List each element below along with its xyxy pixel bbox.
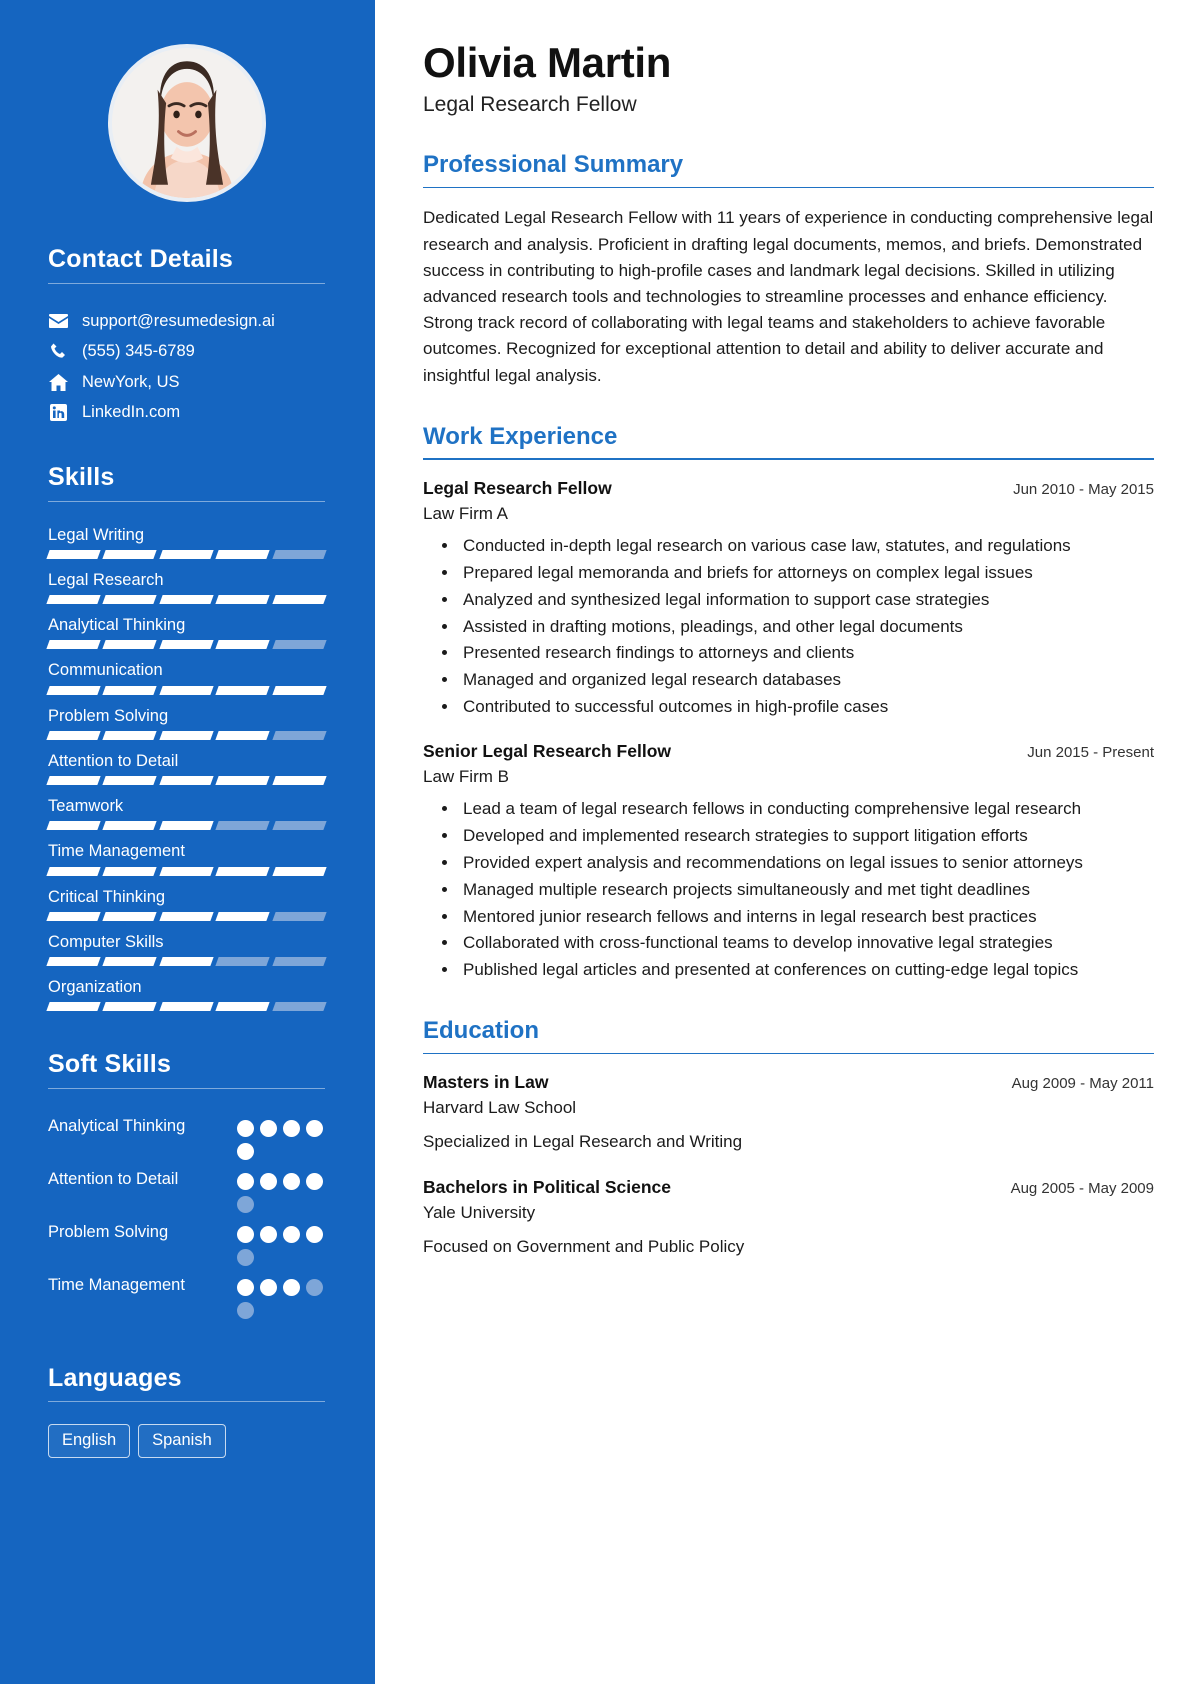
- experience-bullet: • Mentored junior research fellows and interns in legal research best practices: [459, 904, 1154, 930]
- education-entry: [423, 1071, 1154, 1154]
- summary-section: [423, 151, 1154, 388]
- education-note: Specialized in Legal Research and Writing: [423, 1131, 743, 1151]
- avatar-container: [48, 44, 325, 202]
- rating-dot: [260, 1279, 277, 1296]
- soft-skills-list: [48, 1111, 325, 1323]
- education-heading: Education: [423, 1017, 540, 1045]
- skill-segment: [272, 867, 327, 876]
- skill-level-bar: [48, 640, 325, 649]
- job-title: Legal Research Fellow: [423, 93, 637, 117]
- skill-level-bar: [48, 821, 325, 830]
- home-icon: [48, 374, 68, 391]
- skill-segment: [46, 912, 101, 921]
- experience-divider: [423, 458, 1154, 460]
- skill-item: [48, 976, 325, 1011]
- education-date-range: Aug 2009 - May 2011: [1011, 1075, 1154, 1093]
- skills-divider: [48, 501, 325, 502]
- skill-segment: [46, 595, 101, 604]
- skill-segment: [103, 821, 158, 830]
- soft-skill-item: [48, 1111, 325, 1164]
- skill-segment: [272, 731, 327, 740]
- experience-bullet: • Assisted in drafting motions, pleadings, and other legal documents: [459, 614, 1154, 640]
- experience-bullet: • Prepared legal memoranda and briefs for attorneys on complex legal issues: [459, 560, 1154, 586]
- experience-bullet: • Analyzed and synthesized legal information to support case strategies: [459, 587, 1154, 613]
- experience-date-range: Jun 2010 - May 2015: [1013, 480, 1154, 498]
- skills-list: [48, 524, 325, 1012]
- soft-skill-label: Problem Solving: [48, 1222, 169, 1241]
- skill-segment: [46, 957, 101, 966]
- phone-icon: [48, 343, 68, 360]
- skill-label: Organization: [48, 978, 142, 997]
- education-degree: Bachelors in Political Science: [423, 1177, 672, 1198]
- skill-segment: [216, 595, 271, 604]
- skill-item: [48, 705, 325, 740]
- summary-heading: Professional Summary: [423, 151, 684, 179]
- experience-company: Law Firm A: [423, 503, 509, 523]
- experience-bullet: • Presented research findings to attorneys and clients: [459, 640, 1154, 666]
- linkedin-icon: [48, 404, 68, 421]
- rating-dot: [237, 1226, 254, 1243]
- skill-segment: [103, 1002, 158, 1011]
- soft-skill-item: [48, 1270, 325, 1323]
- skill-label: Legal Research: [48, 570, 164, 589]
- soft-skill-rating: [237, 1168, 325, 1213]
- rating-dot: [260, 1173, 277, 1190]
- education-degree: Masters in Law: [423, 1072, 549, 1093]
- experience-bullet: • Provided expert analysis and recommendations on legal issues to senior attorneys: [459, 850, 1154, 876]
- sidebar: [0, 0, 373, 1684]
- experience-bullet: • Contributed to successful outcomes in high-profile cases: [459, 694, 1154, 720]
- education-divider: [423, 1053, 1154, 1055]
- experience-job-title: Senior Legal Research Fellow: [423, 740, 671, 761]
- education-entry-header: [423, 1176, 1154, 1199]
- skill-level-bar: [48, 1002, 325, 1011]
- skill-segment: [216, 912, 271, 921]
- skill-item: [48, 524, 325, 559]
- skill-segment: [272, 912, 327, 921]
- rating-dot: [306, 1173, 323, 1190]
- skill-level-bar: [48, 957, 325, 966]
- avatar: [108, 44, 266, 202]
- skill-segment: [159, 731, 214, 740]
- experience-bullet: • Collaborated with cross-functional teams to develop innovative legal strategies: [459, 930, 1154, 956]
- skill-segment: [159, 595, 214, 604]
- skill-item: [48, 659, 325, 694]
- skill-segment: [103, 867, 158, 876]
- skill-segment: [159, 957, 214, 966]
- contact-heading: Contact Details: [48, 245, 233, 273]
- skill-segment: [159, 912, 214, 921]
- languages-tag-list: [48, 1424, 325, 1458]
- contact-list: [48, 306, 325, 429]
- skill-segment: [159, 550, 214, 559]
- languages-divider: [48, 1401, 325, 1402]
- envelope-icon: [48, 314, 68, 328]
- skill-segment: [46, 731, 101, 740]
- skill-segment: [272, 550, 327, 559]
- contact-location-text: NewYork, US: [82, 372, 180, 391]
- skill-level-bar: [48, 867, 325, 876]
- education-section: [423, 1017, 1154, 1259]
- skill-segment: [103, 912, 158, 921]
- skill-segment: [272, 957, 327, 966]
- contact-linkedin-text: LinkedIn.com: [82, 403, 181, 422]
- rating-dot: [260, 1120, 277, 1137]
- education-entry-header: [423, 1071, 1154, 1094]
- skill-item: [48, 795, 325, 830]
- skill-segment: [103, 640, 158, 649]
- experience-bullet: • Managed and organized legal research databases: [459, 667, 1154, 693]
- soft-skills-section: [48, 1051, 325, 1323]
- skill-segment: [216, 731, 271, 740]
- contact-item-email[interactable]: [48, 306, 325, 337]
- skill-label: Teamwork: [48, 797, 124, 816]
- soft-skill-rating: [237, 1115, 325, 1160]
- skill-level-bar: [48, 595, 325, 604]
- education-note: Focused on Government and Public Policy: [423, 1236, 745, 1256]
- education-list: [423, 1071, 1154, 1259]
- skill-segment: [216, 640, 271, 649]
- page-title: Olivia Martin: [423, 39, 672, 86]
- skill-segment: [46, 821, 101, 830]
- contact-section: [48, 246, 325, 428]
- rating-dot: [283, 1173, 300, 1190]
- languages-section: [48, 1365, 325, 1458]
- skill-segment: [216, 867, 271, 876]
- rating-dot: [306, 1279, 323, 1296]
- skill-level-bar: [48, 550, 325, 559]
- skill-item: [48, 614, 325, 649]
- rating-dot: [237, 1302, 254, 1319]
- experience-bullet: • Conducted in-depth legal research on various case law, statutes, and regulations: [459, 533, 1154, 559]
- rating-dot: [306, 1226, 323, 1243]
- rating-dot: [237, 1173, 254, 1190]
- education-date-range: Aug 2005 - May 2009: [1010, 1180, 1154, 1198]
- summary-text: Dedicated Legal Research Fellow with 11 years of experience in conducting comprehensive legal research and analysis. Proficient in drafting legal documents, memos, and briefs. Demonstrated success in contributing to high-profile cases and landmark legal decisions. Skilled in utilizing advanced research tools and technologies to streamline processes and enhance efficiency. Strong track record of collaborating with legal teams and stakeholders to achieve favorable outcomes. Recognized for exceptional attention to detail and ability to deliver accurate and insightful legal analysis.: [423, 208, 1154, 385]
- skill-segment: [272, 686, 327, 695]
- experience-bullet-list: [423, 796, 1154, 983]
- experience-bullet-list: [423, 533, 1154, 720]
- skill-label: Time Management: [48, 842, 185, 861]
- education-entry: [423, 1176, 1154, 1259]
- experience-date-range: Jun 2015 - Present: [1027, 743, 1154, 761]
- rating-dot: [283, 1226, 300, 1243]
- skill-segment: [103, 957, 158, 966]
- experience-heading: Work Experience: [423, 422, 618, 450]
- skill-segment: [159, 821, 214, 830]
- skill-level-bar: [48, 912, 325, 921]
- skill-segment: [46, 776, 101, 785]
- skill-segment: [159, 867, 214, 876]
- soft-skill-item: [48, 1164, 325, 1217]
- skill-label: Critical Thinking: [48, 887, 166, 906]
- skill-segment: [46, 686, 101, 695]
- experience-job-title: Legal Research Fellow: [423, 477, 612, 498]
- skill-item: [48, 886, 325, 921]
- experience-entry: [423, 477, 1154, 720]
- skills-section: [48, 464, 325, 1011]
- skill-segment: [159, 1002, 214, 1011]
- languages-heading: Languages: [48, 1363, 182, 1392]
- skill-label: Communication: [48, 661, 163, 680]
- skill-item: [48, 931, 325, 966]
- soft-skill-label: Time Management: [48, 1275, 185, 1294]
- skill-segment: [216, 957, 271, 966]
- language-tag[interactable]: Spanish: [138, 1424, 226, 1458]
- soft-skill-label: Analytical Thinking: [48, 1116, 186, 1135]
- skill-segment: [159, 776, 214, 785]
- experience-company: Law Firm B: [423, 766, 509, 786]
- skill-label: Computer Skills: [48, 932, 164, 951]
- skill-item: [48, 840, 325, 875]
- experience-list: [423, 477, 1154, 983]
- skill-segment: [216, 550, 271, 559]
- rating-dot: [237, 1143, 254, 1160]
- skill-segment: [103, 686, 158, 695]
- skill-segment: [159, 686, 214, 695]
- summary-divider: [423, 187, 1154, 189]
- soft-skill-rating: [237, 1274, 325, 1319]
- experience-bullet: • Managed multiple research projects simultaneously and met tight deadlines: [459, 877, 1154, 903]
- soft-skills-heading: Soft Skills: [48, 1050, 172, 1079]
- contact-divider: [48, 283, 325, 284]
- experience-entry-header: [423, 477, 1154, 500]
- skill-level-bar: [48, 731, 325, 740]
- rating-dot: [237, 1196, 254, 1213]
- rating-dot: [237, 1120, 254, 1137]
- skill-segment: [272, 776, 327, 785]
- education-school: Harvard Law School: [423, 1097, 577, 1117]
- rating-dot: [283, 1279, 300, 1296]
- skill-segment: [272, 640, 327, 649]
- skill-segment: [46, 867, 101, 876]
- rating-dot: [306, 1120, 323, 1137]
- skill-segment: [103, 595, 158, 604]
- skill-level-bar: [48, 686, 325, 695]
- skill-segment: [103, 550, 158, 559]
- education-school: Yale University: [423, 1203, 536, 1223]
- contact-item-phone[interactable]: [48, 336, 325, 367]
- skill-item: [48, 569, 325, 604]
- main-column: [373, 0, 1200, 1684]
- skill-item: [48, 750, 325, 785]
- soft-skill-rating: [237, 1221, 325, 1266]
- skill-segment: [216, 1002, 271, 1011]
- skills-heading: Skills: [48, 463, 115, 491]
- skill-label: Legal Writing: [48, 525, 144, 544]
- rating-dot: [237, 1279, 254, 1296]
- skill-segment: [159, 640, 214, 649]
- rating-dot: [237, 1249, 254, 1266]
- experience-bullet: • Published legal articles and presented at conferences on cutting-edge legal topics: [459, 957, 1154, 983]
- skill-label: Attention to Detail: [48, 751, 179, 770]
- skill-label: Analytical Thinking: [48, 616, 186, 635]
- skill-segment: [46, 1002, 101, 1011]
- skill-segment: [46, 640, 101, 649]
- skill-segment: [272, 1002, 327, 1011]
- contact-item-location[interactable]: [48, 367, 325, 398]
- profile-photo-icon: [112, 48, 262, 198]
- skill-level-bar: [48, 776, 325, 785]
- skill-segment: [103, 731, 158, 740]
- contact-item-linkedin[interactable]: [48, 397, 325, 428]
- skill-segment: [103, 776, 158, 785]
- contact-email-text: support@resumedesign.ai: [82, 311, 275, 330]
- skill-segment: [216, 776, 271, 785]
- experience-bullet: • Developed and implemented research strategies to support litigation efforts: [459, 823, 1154, 849]
- experience-entry-header: [423, 740, 1154, 763]
- rating-dot: [283, 1120, 300, 1137]
- contact-phone-text: (555) 345-6789: [82, 342, 195, 361]
- soft-skills-divider: [48, 1088, 325, 1089]
- soft-skill-item: [48, 1217, 325, 1270]
- skill-segment: [272, 595, 327, 604]
- skill-segment: [216, 821, 271, 830]
- skill-segment: [272, 821, 327, 830]
- skill-segment: [216, 686, 271, 695]
- language-tag[interactable]: English: [48, 1424, 130, 1458]
- skill-label: Problem Solving: [48, 706, 169, 725]
- soft-skill-label: Attention to Detail: [48, 1169, 179, 1188]
- rating-dot: [260, 1226, 277, 1243]
- skill-segment: [46, 550, 101, 559]
- experience-section: [423, 423, 1154, 983]
- experience-entry: [423, 740, 1154, 983]
- experience-bullet: • Lead a team of legal research fellows in conducting comprehensive legal research: [459, 796, 1154, 822]
